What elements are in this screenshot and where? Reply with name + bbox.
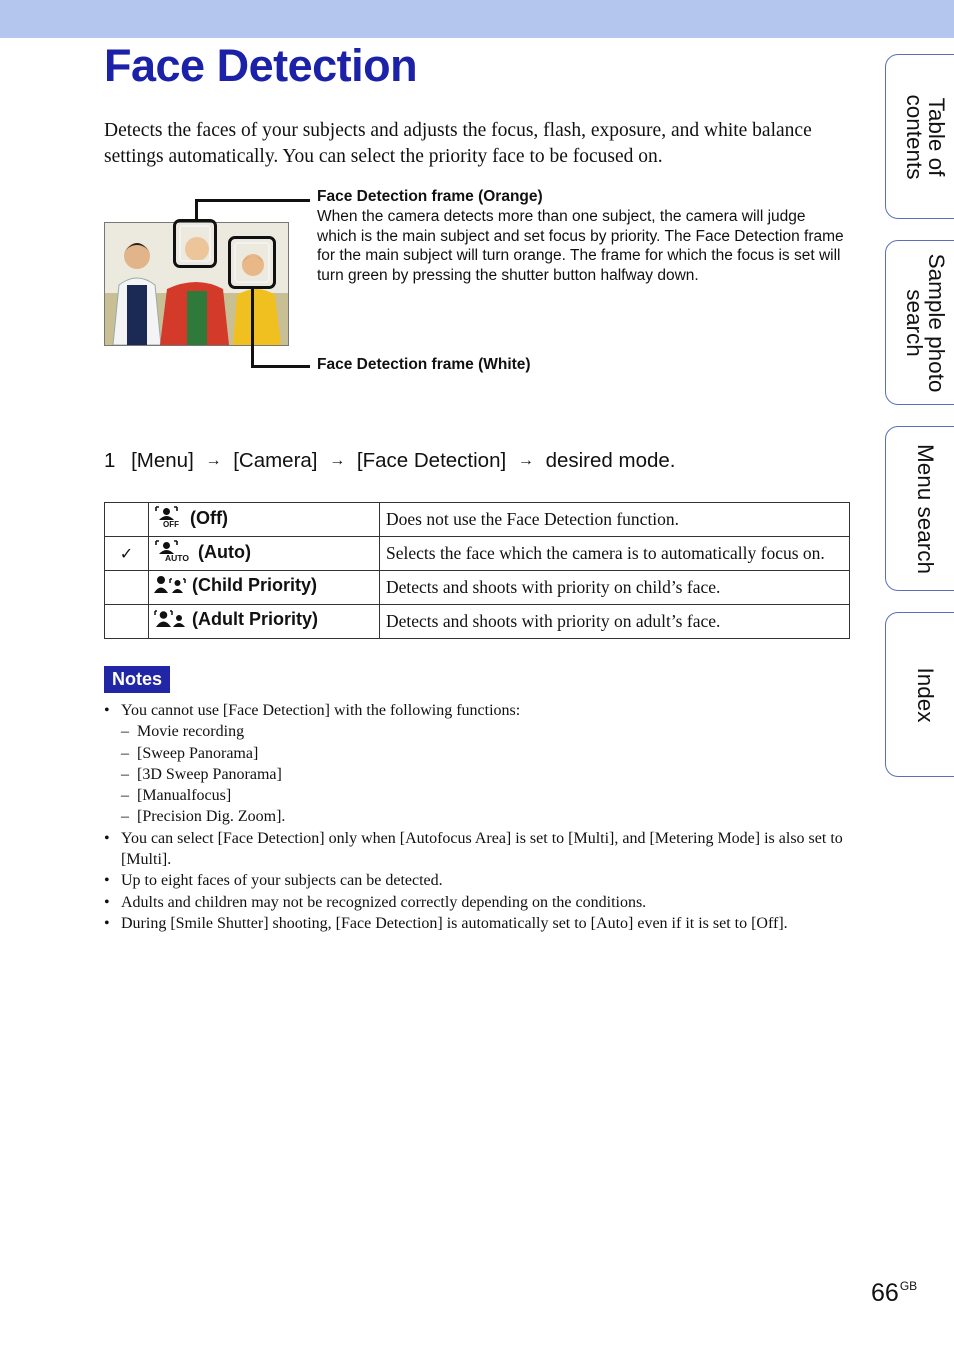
mode-description: Detects and shoots with priority on child’s face. [380,571,850,605]
mode-auto [149,537,380,571]
leader-line-orange-vertical [195,199,198,220]
tab-label: Menu search [913,443,938,574]
sub-list [121,721,849,827]
orange-face-frame [173,219,217,268]
sub-list-item: – [3D Sweep Panorama] [121,764,849,785]
svg-text:OFF: OFF [163,520,179,528]
sub-list-item: – [Precision Dig. Zoom]. [121,806,849,827]
page-number-suffix: GB [899,1279,918,1293]
top-banner [0,0,954,38]
mode-adult-priority [149,605,380,639]
list-item: • Up to eight faces of your subjects can be detected. [104,870,849,891]
tab-table-of-contents[interactable] [885,54,954,219]
page-number-value: 66 [871,1279,899,1307]
sub-list-item: – Movie recording [121,721,849,742]
list-item: • You can select [Face Detection] only when [Autofocus Area] is set to [Multi], and [Metering Mode] is also set to [Multi]. [104,828,849,871]
leader-line-orange-horizontal [195,199,310,202]
mode-label: (Off) [190,508,228,528]
selected-marker [105,605,149,639]
child-priority-icon [154,575,186,600]
table-row [105,571,850,605]
face-detection-modes-table [104,502,850,639]
mode-description: Does not use the Face Detection function. [380,503,850,537]
mode-label: (Child Priority) [192,575,317,595]
notes-list [104,700,849,934]
selected-marker: ✓ [105,537,149,571]
page-title: Face Detection [104,40,418,91]
arrow-right-icon: → [205,452,222,469]
orange-frame-label: Face Detection frame (Orange) [317,188,543,205]
leader-line-white-vertical [251,289,254,368]
mode-label: (Auto) [198,542,251,562]
arrow-right-icon: → [517,452,534,469]
tab-label: Table of contents [902,93,949,180]
step-camera: [Camera] [233,449,318,472]
table-row [105,503,850,537]
tab-label: Index [913,666,938,723]
tab-label: Sample photo search [902,253,949,392]
white-frame-label: Face Detection frame (White) [317,356,531,373]
step-menu: [Menu] [131,449,194,472]
list-item: • Adults and children may not be recognized correctly depending on the conditions. [104,892,849,913]
leader-line-white-horizontal [251,365,310,368]
sub-list-item: – [Sweep Panorama] [121,743,849,764]
table-row [105,605,850,639]
adult-priority-icon [154,609,186,634]
step-face-detection: [Face Detection] [356,449,507,472]
list-item: • During [Smile Shutter] shooting, [Face Detection] is automatically set to [Auto] even if it is set to [Off]. [104,913,849,934]
step-instruction [104,449,676,473]
orange-frame-description: When the camera detects more than one subject, the camera will judge which is the main subject and set focus by priority. The Face Detection frame for the main subject will turn orange. The frame for which the focus is set will turn green by pressing the shutter button halfway down. [317,208,844,284]
selected-marker [105,571,149,605]
mode-off [149,503,380,537]
page-number [871,1279,917,1308]
face-detection-auto-icon [154,540,190,567]
table-row [105,537,850,571]
mode-child-priority [149,571,380,605]
notes-badge: Notes [104,666,170,693]
intro-paragraph: Detects the faces of your subjects and adjusts the focus, flash, exposure, and white balance settings automatically. You can select the priority face to be focused on. [104,120,812,167]
face-detection-off-icon [154,506,182,533]
tab-sample-photo-search[interactable] [885,240,954,405]
svg-text:AUTO: AUTO [165,553,189,562]
step-desired-mode: desired mode. [545,449,676,472]
mode-description: Detects and shoots with priority on adult’s face. [380,605,850,639]
selected-marker [105,503,149,537]
sub-list-item: – [Manualfocus] [121,785,849,806]
white-face-frame [228,236,276,289]
arrow-right-icon: → [329,452,346,469]
note-text: You cannot use [Face Detection] with the following functions: [121,702,521,719]
tab-menu-search[interactable] [885,426,954,591]
list-item [104,700,849,828]
mode-label: (Adult Priority) [192,609,318,629]
tab-index[interactable] [885,612,954,777]
step-number: 1 [104,449,116,472]
mode-description: Selects the face which the camera is to automatically focus on. [380,537,850,571]
